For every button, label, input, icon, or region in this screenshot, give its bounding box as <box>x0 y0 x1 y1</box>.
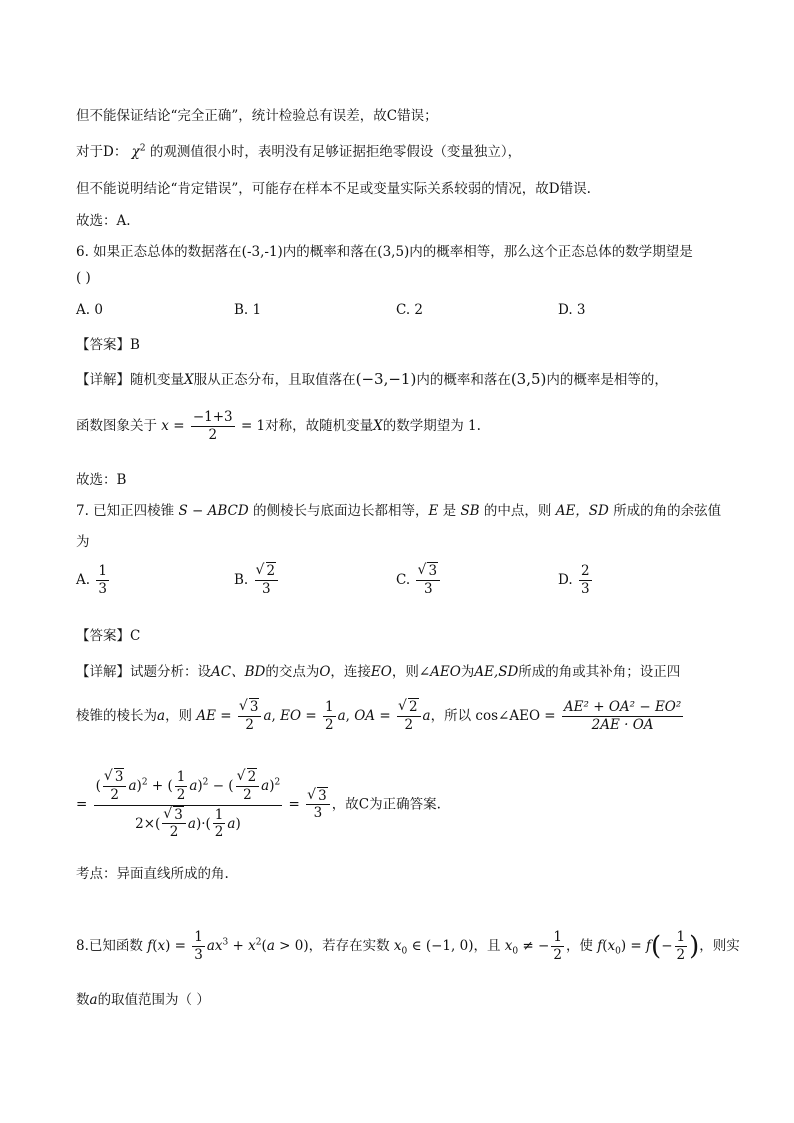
text-seg: 的观测值很小时，表明没有足够证据拒绝零假设（变量独立）， <box>149 144 522 160</box>
text-seg: 服从正态分布，且取值落在 <box>193 372 356 388</box>
text-seg: ，且 <box>473 937 501 954</box>
text-seg: ，使 <box>565 937 593 954</box>
text-seg: 数 <box>76 992 90 1008</box>
math-term: AEO <box>430 664 461 680</box>
text-line: 但不能说明结论“肯定错误”，可能存在样本不足或变量实际关系较弱的情况，故D错误. <box>76 181 591 197</box>
fraction: $\frac{1}{2}$ <box>553 929 562 963</box>
fraction-numerator <box>416 564 440 580</box>
text-seg: ，故C为正确答案. <box>331 796 441 813</box>
answer-label: 【答案】B <box>76 337 140 353</box>
text-seg: 为 <box>460 664 475 680</box>
text-line: 但不能保证结论“完全正确”，统计检验总有误差，故C错误； <box>76 108 438 124</box>
radicand: 2 <box>266 563 276 579</box>
text-seg: 的交点为 <box>265 664 320 680</box>
fraction: $\frac{1}{2}$ <box>324 699 334 733</box>
chi-symbol: χ <box>131 144 140 160</box>
fraction-numerator <box>255 564 279 580</box>
big-fraction: ( √ $\frac{3}{2}$ a)$^2$ + ( $\frac{1}{2}$ a)$^2$ − ( √ $\frac{2}{2}$ a)$^2$ 2×( √ $\frac{3}{2}$ a)·( $\frac{1}{2}$ a) <box>94 770 283 840</box>
detail-line: 棱锥的棱长为a，则 AE = √ $\frac{3}{2}$ a, EO = $\frac{1}{2}$ a, OA = √ $\frac{2}{2}$ a，所以 cos∠AEO = $\frac{\text{AE² + OA² − EO²}}{2AE \cdot OA}$ <box>76 700 685 733</box>
detail-line <box>76 660 680 680</box>
radicand: 3 <box>428 563 438 579</box>
math-term: S − ABCD <box>178 503 249 519</box>
var-x: X <box>184 372 194 388</box>
text-seg: ，连接 <box>330 664 371 680</box>
fraction-numerator: AE² + OA² − EO² <box>563 699 682 715</box>
cos-expr: cos∠AEO = <box>475 707 556 724</box>
fraction: $\frac{1}{2}$ <box>676 929 686 963</box>
fraction-numerator: 2 <box>580 563 590 579</box>
math-term: AE，SD <box>555 503 609 519</box>
option-label: B. <box>234 571 249 588</box>
equals: = 1 <box>240 417 266 434</box>
math-term: AE,SD <box>474 664 519 680</box>
option-label: D. <box>558 571 573 588</box>
text-seg: 函数图象关于 <box>76 417 157 434</box>
fraction: √ $\frac{2}{2}$ <box>397 700 421 733</box>
text-seg: 8.已知函数 <box>76 937 143 954</box>
fraction <box>562 700 683 733</box>
var-x: X <box>373 417 383 434</box>
question-7-stem-cont: 为 <box>76 534 90 550</box>
text-seg: ，则 <box>165 707 193 724</box>
text-seg: 内的概率是相等的， <box>546 372 668 388</box>
fraction: $\frac{1}{3}$ <box>194 929 203 963</box>
detail-line: = ( √ $\frac{3}{2}$ a)$^2$ + ( $\frac{1}{2}$ a)$^2$ − ( √ $\frac{2}{2}$ a)$^2$ 2×( √ $\frac{3}{2}$ a)·( $\frac{1}{2}$ a) = √ $\frac{3}{3}$ ，故C为正确答案. <box>76 770 441 840</box>
math-term: SB <box>460 503 480 519</box>
option-label: C. <box>396 571 411 588</box>
text-seg: 所成的角或其补角；设正四 <box>518 664 681 680</box>
sqrt <box>257 564 277 580</box>
math-term: EO <box>370 664 392 680</box>
text-seg: 内的概率和落在 <box>416 372 511 388</box>
fraction <box>416 564 440 597</box>
option-d: D. 3 <box>558 302 586 318</box>
question-6-stem: 6. 如果正态总体的数据落在(-3,-1)内的概率和落在(3,5)内的概率相等，那么这个正态总体的数学期望是 <box>76 244 693 260</box>
text-seg: 对称，故随机变量 <box>265 417 374 434</box>
text-line <box>76 140 521 160</box>
detail-line <box>76 410 481 443</box>
fraction: √ $\frac{3}{3}$ <box>306 789 330 822</box>
var-a: a <box>89 992 98 1008</box>
question-8-stem-cont <box>76 988 210 1008</box>
var-a: a <box>157 707 166 724</box>
text-seg: 的取值范围为（ ） <box>97 992 210 1008</box>
text-seg: 【详解】随机变量 <box>76 372 184 388</box>
option-c: C. 2 <box>396 302 424 318</box>
question-8-stem: 8.已知函数 f(x) = $\frac{1}{3}$ $ax^3 + x^2(a > 0)$，若存在实数 $x_0$ ∈ (−1, 0)，且 $x_0$ ≠ − $\frac{1}{2}$ ，使 $f(x_0) = f(-$ $\frac{1}{2}$ )，则实 <box>76 929 740 963</box>
text-seg: ，所以 <box>430 707 472 724</box>
var-x: x <box>161 417 169 434</box>
interval: (−3,−1) <box>355 370 417 388</box>
math-term: E <box>428 503 439 519</box>
interval: (3,5) <box>510 370 547 388</box>
fraction-denominator: 2 <box>191 426 235 443</box>
option-d <box>558 564 594 597</box>
select-label: 故选：B <box>76 472 127 488</box>
option-a <box>76 564 111 597</box>
text-seg: 的数学期望为 1. <box>382 417 481 434</box>
text-seg: ，则∠ <box>391 664 431 680</box>
sqrt <box>418 564 438 580</box>
text-seg: ，若存在实数 <box>308 937 390 954</box>
option-a: A. 0 <box>76 302 103 318</box>
text-seg: 的侧棱长与底面边长都相等， <box>252 503 429 519</box>
option-label: A. <box>76 571 91 588</box>
text-line: 故选：A. <box>76 213 131 229</box>
fraction <box>255 564 279 597</box>
fraction-denominator: 3 <box>416 580 440 597</box>
answer-label: 【答案】C <box>76 628 141 644</box>
text-seg: 对于D： <box>76 144 128 160</box>
fraction-numerator: 1 <box>98 563 107 579</box>
fraction: √ $\frac{3}{2}$ <box>238 700 262 733</box>
fraction-denominator: 3 <box>98 580 107 597</box>
fraction-denominator: 2AE · OA <box>562 716 683 733</box>
text-seg: 棱锥的棱长为 <box>76 707 157 724</box>
text-seg: 7. 已知正四棱锥 <box>76 503 175 519</box>
option-b: B. 1 <box>234 302 262 318</box>
text-seg: 【详解】试题分析：设 <box>76 664 211 680</box>
math-term: AC、BD <box>211 664 266 680</box>
equals: = <box>173 417 185 434</box>
text-seg: 的中点，则 <box>483 503 552 519</box>
fraction-denominator: 3 <box>580 580 590 597</box>
option-b <box>234 564 280 597</box>
fraction-denominator: 3 <box>255 580 279 597</box>
text-seg: 所成的角的余弦值 <box>613 503 722 519</box>
fraction <box>191 410 235 443</box>
math-term: O <box>319 664 331 680</box>
question-7-stem <box>76 499 721 519</box>
detail-line <box>76 368 668 388</box>
question-7-options <box>76 564 716 608</box>
fraction-numerator: −1+3 <box>192 409 233 425</box>
exponent: 2 <box>139 143 146 154</box>
fraction <box>96 564 109 597</box>
fraction <box>579 564 592 597</box>
question-6-paren: ( ) <box>76 270 91 286</box>
text-seg: 是 <box>442 503 457 519</box>
kaodian-line: 考点：异面直线所成的角. <box>76 866 229 882</box>
option-c <box>396 564 442 597</box>
question-6-options <box>76 302 716 322</box>
text-seg: ，则实 <box>699 937 740 954</box>
